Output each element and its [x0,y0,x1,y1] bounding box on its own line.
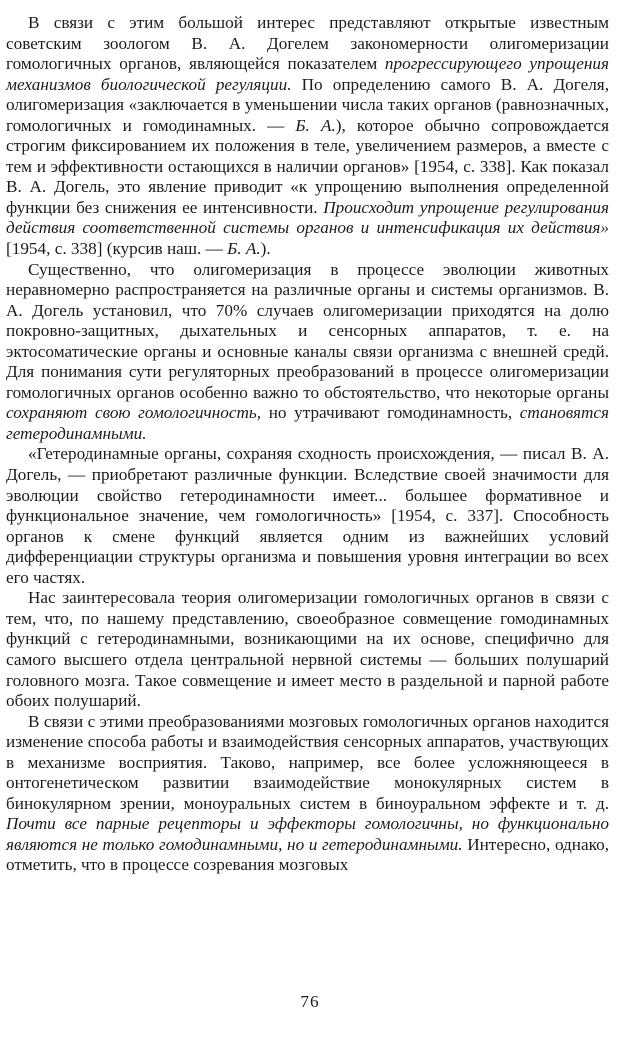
author-initials: Б. А. [295,115,336,135]
paragraph-text: ), которое обычно сопровождается строгим фиксированием их положения в теле, увеличением размеров, а вместе с тем и эффективности остающихся в наличии органов» [1954, с. 338]. Как показал В. А. Догель, это явление приводит «к упрощению выполнения определенной функции без снижения ее интенсивности. [6,115,610,217]
paragraph-4 [6,588,609,711]
italic-phrase: становятся гетеродинамными. [6,403,609,443]
paragraph-3 [6,444,609,588]
paragraph-text: В связи с этим большой интерес представляют открытые известным советским зоологом В. А. Догелем закономерности олигомеризации гомологичных органов, являющейся показателем [6,13,609,74]
paragraph-5 [6,712,609,876]
paragraph-text: ). [260,239,271,259]
paragraph-2 [6,260,609,445]
page-text [6,13,609,876]
paragraph-text: «Гетеродинамные органы, сохраняя сходность происхождения, — писал В. А. Догель, — приобретают различные функции. Вследствие своей значимости для эволюции свойство гетеродинамности имеет... большее формативное и функциональное значение, чем гомологичность» [1954, с. 337]. Способность органов к смене функций является одним из важнейших условий дифференциации структуры организма и повышения уровня интеграции во всех его частях. [6,444,609,587]
italic-phrase: прогрессирующего упрощения механизмов биологической регуляции. [6,54,609,94]
paragraph-1 [6,13,609,260]
author-initials: Б. А. [227,239,261,259]
paragraph-text: [1954, с. 338] (курсив наш. — [6,239,228,259]
paragraph-text: Нас заинтересовала теория олигомеризации гомологичных органов в связи с тем, что, по нашему представлению, своеобразное совмещение гомодинамных функций с гетеродинамными, возникающими на их основе, специфично для самого высшего отдела центральной нервной системы — больших полушарий головного мозга. Такое совмещение и имеет место в раздельной и парной работе обоих полушарий. [6,588,609,711]
paragraph-text: В связи с этими преобразованиями мозговых гомологичных органов находится изменение способа работы и взаимодействия сенсорных аппаратов, участвующих в механизме восприятия. Таково, например, все более усложняющееся в онтогенетическом развитии взаимодействие монокулярных систем в бинокулярном зрении, моноуральных систем в биноуральном эффекте и т. д. [6,711,609,813]
paragraph-text: По определению самого В. А. Догеля, олигомеризация «заключается в уменьшении числа таких органов (равнозначных, гомологичных и гомодинамных. — [6,74,610,135]
paragraph-text: Интересно, однако, отметить, что в процессе созревания мозговых [6,834,609,875]
italic-quote: Происходит упрощение регулирования действия соответственной системы органов и интенсификация их действия» [6,197,609,238]
paragraph-text: но утрачивают гомодинамность, [261,403,520,423]
italic-phrase: сохраняют свою гомологичность, [6,403,262,423]
page-number: 76 [300,992,320,1011]
italic-phrase: Почти все парные рецепторы и эффекторы гомологичны, но функционально являются не только гомодинамными, но и гетеродинамными. [6,814,609,854]
paragraph-text: Существенно, что олигомеризация в процессе эволюции животных неравномерно распространяется на различные органы и системы организмов. В. А. Догель установил, что 70% случаев олигомеризации приходятся на долю покровно-защитных, дыхательных и сенсорных аппаратов, т. е. на эктосоматические органы и основные каналы связи организма с внешней средй. Для понимания сути регуляторных преобразований в процессе олигомеризации гомологичных органов особенно важно то обстоятельство, что некоторые органы [6,259,609,402]
